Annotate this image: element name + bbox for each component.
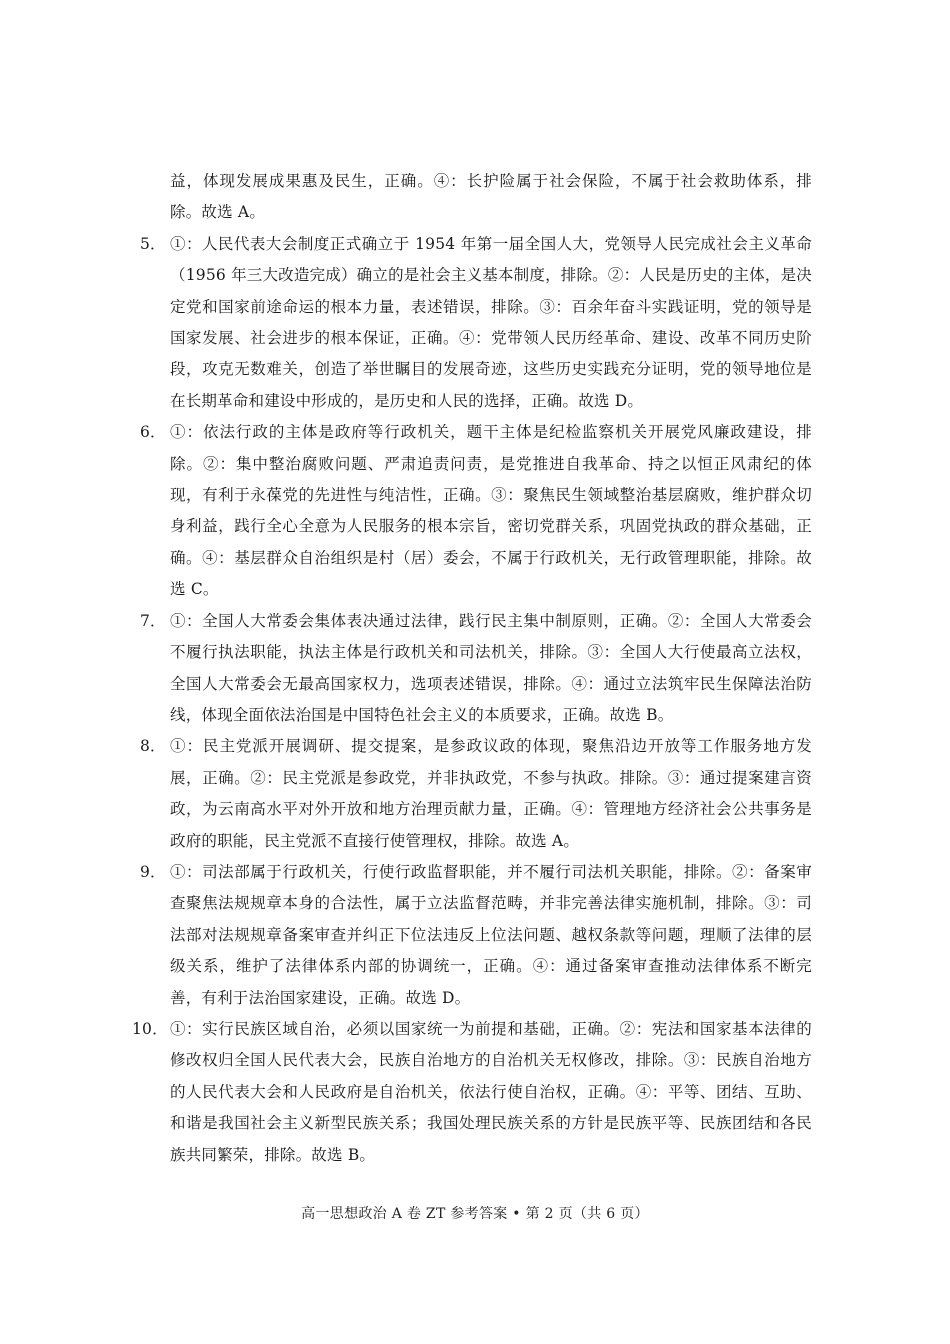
item-number: 9． xyxy=(140,862,166,881)
continuation-text: 益，体现发展成果惠及民生，正确。④：长护险属于社会保险，不属于社会救助体系，排除。故选 A。 xyxy=(170,172,812,222)
item-number: 7． xyxy=(140,611,166,630)
answer-item-5 xyxy=(140,229,812,417)
item-number: 8． xyxy=(140,737,166,756)
item-text: ①：人民代表大会制度正式确立于 1954 年第一届全国人大，党领导人民完成社会主义革命（1956 年三大改造完成）确立的是社会主义基本制度，排除。②：人民是历史的主体，是决定党和国家前途命运的根本力量，表述错误，排除。③：百余年奋斗实践证明，党的领导是国家发展、社会进步的根本保证，正确。④：党带领人民历经革命、建设、改革不同历史阶段，攻克无数难关，创造了举世瞩目的发展奇迹，这些历史实践充分证明，党的领导地位是在长期革命和建设中形成的，是历史和人民的选择，正确。故选 D。 xyxy=(170,234,812,410)
item-text: ①：全国人大常委会集体表决通过法律，践行民主集中制原则，正确。②：全国人大常委会不履行执法职能，执法主体是行政机关和司法机关，排除。③：全国人大行使最高立法权，全国人大常委会无最高国家权力，选项表述错误，排除。④：通过立法筑牢民生保障法治防线，体现全面依法治国是中国特色社会主义的本质要求，正确。故选 B。 xyxy=(170,611,812,724)
answer-item-8 xyxy=(140,731,812,857)
answer-item-6 xyxy=(140,417,812,605)
item-number: 6． xyxy=(140,423,166,442)
item-text: ①：民主党派开展调研、提交提案，是参政议政的体现，聚焦沿边开放等工作服务地方发展，正确。②：民主党派是参政党，并非执政党，不参与执政。排除。③：通过提案建言资政，为云南高水平对外开放和地方治理贡献力量，正确。④：管理地方经济社会公共事务是政府的职能，民主党派不直接行使管理权，排除。故选 A。 xyxy=(170,737,812,850)
item-text: ①：司法部属于行政机关，行使行政监督职能，并不履行司法机关职能，排除。②：备案审查聚焦法规规章本身的合法性，属于立法监督范畴，并非完善法律实施机制，排除。③：司法部对法规规章备案审查并纠正下位法违反上位法问题、越权条款等问题，理顺了法律的层级关系，维护了法律体系内部的协调统一，正确。④：通过备案审查推动法律体系不断完善，有利于法治国家建设，正确。故选 D。 xyxy=(170,862,812,1007)
answer-item-9 xyxy=(140,857,812,1014)
answer-item-7 xyxy=(140,606,812,732)
item-text: ①：依法行政的主体是政府等行政机关，题干主体是纪检监察机关开展党风廉政建设，排除。②：集中整治腐败问题、严肃追责问责，是党推进自我革命、持之以恒正风肃纪的体现，有利于永葆党的先进性与纯洁性，正确。③：聚焦民生领域整治基层腐败，维护群众切身利益，践行全心全意为人民服务的根本宗旨，密切党群关系，巩固党执政的群众基础，正确。④：基层群众自治组织是村（居）委会，不属于行政机关，无行政管理职能，排除。故选 C。 xyxy=(170,423,812,599)
item-number: 10． xyxy=(132,1019,168,1038)
answer-content xyxy=(132,166,812,1171)
continuation-paragraph xyxy=(140,166,812,229)
page-footer: 高一思想政治 A 卷 ZT 参考答案 • 第 2 页（共 6 页） xyxy=(301,1206,649,1222)
item-number: 5． xyxy=(140,234,166,253)
item-text: ①：实行民族区域自治，必须以国家统一为前提和基础，正确。②：宪法和国家基本法律的修改权归全国人民代表大会，民族自治地方的自治机关无权修改，排除。③：民族自治地方的人民代表大会和人民政府是自治机关，依法行使自治权，正确。④：平等、团结、互助、和谐是我国社会主义新型民族关系；我国处理民族关系的方针是民族平等、民族团结和各民族共同繁荣，排除。故选 B。 xyxy=(170,1019,812,1164)
answer-item-10 xyxy=(132,1014,812,1171)
